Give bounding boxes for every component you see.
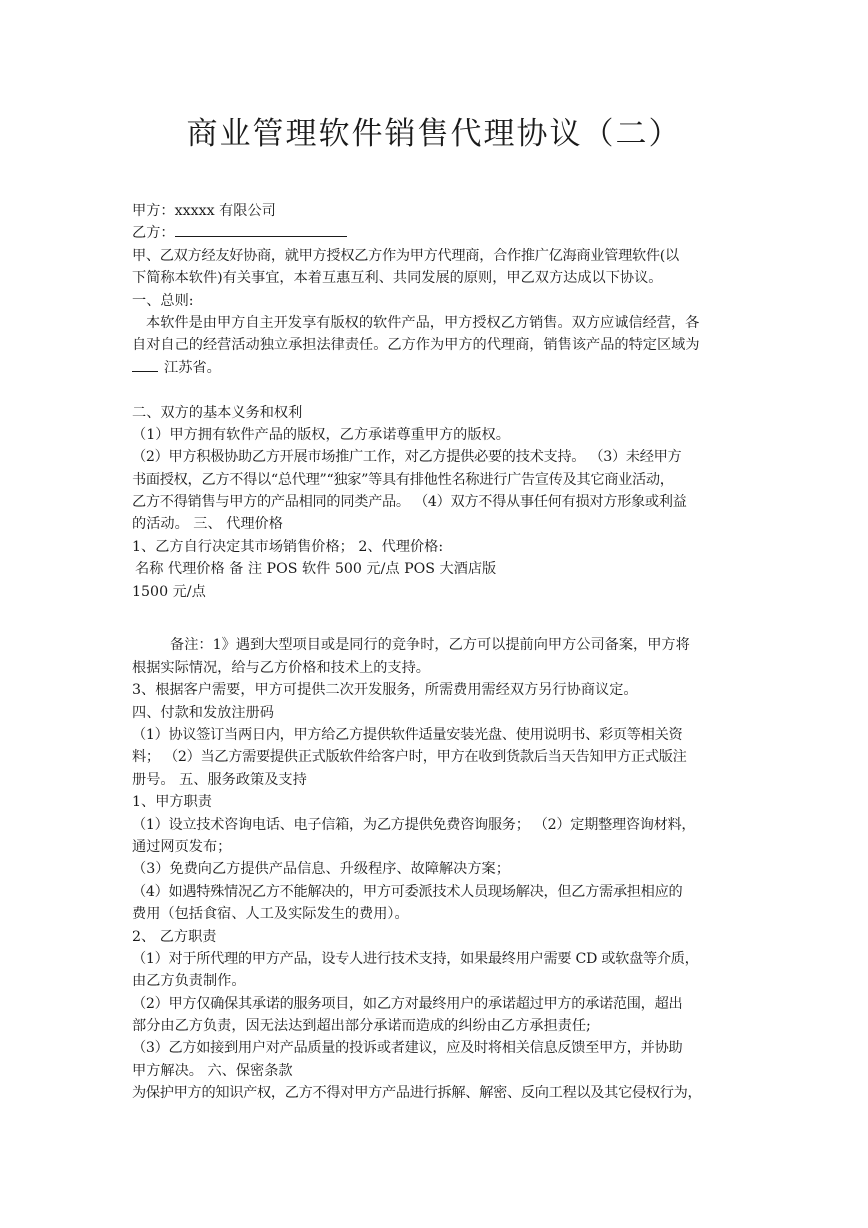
paragraph-line: 下简称本软件)有关事宜，本着互惠互利、共同发展的原则，甲乙双方达成以下协议。 — [132, 270, 663, 287]
section-heading: 四、付款和发放注册码 — [132, 704, 274, 721]
price-table-line: 1500 元/点 — [132, 583, 206, 600]
paragraph-line: （3）乙方如接到用户对产品质量的投诉或者建议，应及时将相关信息反馈至甲方，并协助 — [132, 1040, 683, 1057]
paragraph-line: 料； （2）当乙方需要提供正式版软件给客户时，甲方在收到货款后当天告知甲方正式版注 — [132, 749, 687, 766]
paragraph-line: （2）甲方积极协助乙方开展市场推广工作，对乙方提供必要的技术支持。 （3）未经甲方 — [132, 449, 682, 466]
document-body — [132, 200, 744, 1105]
paragraph-line: （2）甲方仅确保其承诺的服务项目，如乙方对最终用户的承诺超过甲方的承诺范围，超出 — [132, 995, 683, 1012]
region-blank — [132, 371, 158, 372]
section-heading: 二、双方的基本义务和权利 — [132, 404, 303, 421]
paragraph-line: 书面授权，乙方不得以“总代理”“独家”等具有排他性名称进行广告宣传及其它商业活动， — [132, 471, 674, 488]
paragraph-line: 本软件是由甲方自主开发享有版权的软件产品，甲方授权乙方销售。双方应诚信经营，各 — [146, 314, 700, 331]
paragraph-line: 的活动。 三、 代理价格 — [132, 516, 283, 533]
paragraph-line: 费用（包括食宿、人工及实际发生的费用）。 — [132, 906, 409, 923]
paragraph-line: 册号。 五、服务政策及支持 — [132, 771, 307, 788]
party-b-label: 乙方： — [132, 225, 175, 242]
paragraph-line: （4）如遇特殊情况乙方不能解决的，甲方可委派技术人员现场解决，但乙方需承担相应的 — [132, 883, 683, 900]
paragraph-line: 江苏省。 — [132, 357, 744, 379]
section-heading: 一、总则: — [132, 292, 194, 309]
spacer — [132, 379, 744, 401]
price-table-line: 名称 代理价格 备 注 POS 软件 500 元/点 POS 大酒店版 — [135, 561, 497, 578]
note-line: 备注：1》遇到大型项目或是同行的竞争时，乙方可以提前向甲方公司备案，甲方将 — [170, 637, 690, 654]
paragraph-line: 由乙方负责制作。 — [132, 973, 246, 990]
paragraph-line: 甲、乙双方经友好协商，就甲方授权乙方作为甲方代理商，合作推广亿海商业管理软件(以 — [132, 247, 679, 264]
paragraph-line: 乙方不得销售与甲方的产品相同的同类产品。 （4）双方不得从事任何有损对方形象或利益 — [132, 494, 687, 511]
party-a-line: 甲方：xxxxx 有限公司 — [132, 203, 276, 219]
paragraph-line: 1、乙方自行决定其市场销售价格； 2、代理价格: — [132, 538, 444, 555]
note-line: 根据实际情况，给与乙方价格和技术上的支持。 — [132, 659, 430, 676]
paragraph-line: （1）甲方拥有软件产品的版权，乙方承诺尊重甲方的版权。 — [132, 426, 510, 443]
party-b-blank — [175, 236, 347, 237]
paragraph-line: （3）免费向乙方提供产品信息、升级程序、故障解决方案； — [132, 861, 510, 878]
paragraph-line: （1）协议签订当两日内，甲方给乙方提供软件适量安装光盘、使用说明书、彩页等相关资 — [132, 726, 683, 743]
paragraph-line: 甲方解决。 六、保密条款 — [132, 1062, 293, 1079]
subsection-heading: 1、甲方职责 — [132, 794, 212, 811]
party-b-line — [132, 222, 744, 244]
paragraph-line: 部分由乙方负责，因无法达到超出部分承诺而造成的纠纷由乙方承担责任; — [132, 1018, 591, 1035]
spacer — [132, 603, 744, 625]
paragraph-line: 自对自己的经营活动独立承担法律责任。乙方作为甲方的代理商，销售该产品的特定区域为 — [132, 337, 700, 354]
paragraph-line: （1）设立技术咨询电话、电子信箱，为乙方提供免费咨询服务； （2）定期整理咨询材料， — [132, 816, 696, 833]
subsection-heading: 2、 乙方职责 — [132, 928, 217, 945]
document-title: 商业管理软件销售代理协议（二） — [186, 116, 682, 152]
spacer — [132, 625, 744, 634]
paragraph-line: 3、根据客户需要，甲方可提供二次开发服务，所需费用需经双方另行协商议定。 — [132, 682, 638, 699]
paragraph-line: 通过网页发布； — [132, 838, 232, 855]
paragraph-line: （1）对于所代理的甲方产品，设专人进行技术支持，如果最终用户需要 CD 或软盘等介质， — [132, 950, 699, 967]
paragraph-line: 为保护甲方的知识产权，乙方不得对甲方产品进行拆解、解密、反向工程以及其它侵权行为， — [132, 1085, 702, 1102]
